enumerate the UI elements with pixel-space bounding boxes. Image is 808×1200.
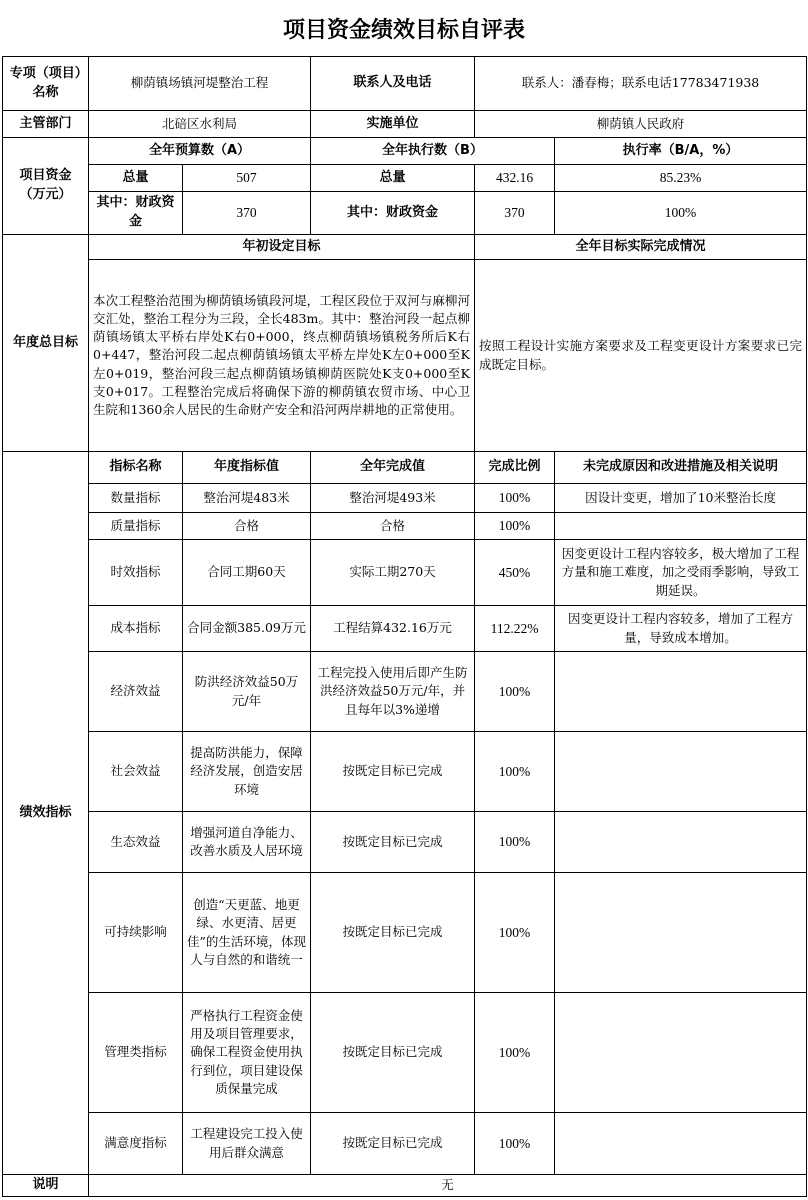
evaluation-table <box>2 56 807 1197</box>
table-row <box>3 1113 807 1175</box>
exec-total: 432.16 <box>475 165 555 192</box>
exec-fiscal-label: 其中：财政资金 <box>311 192 475 235</box>
indicator-actual: 按既定目标已完成 <box>311 732 475 812</box>
indicator-target: 创造“天更蓝、地更绿、水更清、居更佳”的生活环境，体现人与自然的和谐统一 <box>183 873 311 993</box>
indicator-note <box>555 652 807 732</box>
indicator-actual: 合格 <box>311 513 475 540</box>
indicator-note <box>555 1113 807 1175</box>
table-row <box>3 652 807 732</box>
indicator-actual: 按既定目标已完成 <box>311 1113 475 1175</box>
goal-set-text: 本次工程整治范围为柳荫镇场镇段河堤，工程区段位于双河与麻柳河交汇处，整治工程分为三段，全长483m。其中：整治河段一起点柳荫镇场镇太平桥右岸处K右0+000，终点柳荫镇场镇税务所后K右0+447，整治河段二起点柳荫镇场镇太平桥左岸处K左0+000至K左0+019，整治河段三起点柳荫镇场镇柳荫医院处K支0+000至K支0+017。工程整治完成后将确保下游的柳荫镇农贸市场、中心卫生院和1360余人居民的生命财产安全和沿河两岸耕地的正常使用。 <box>89 260 475 452</box>
goal-content-row <box>3 260 807 452</box>
rate-fiscal: 100% <box>555 192 807 235</box>
indicator-note <box>555 993 807 1113</box>
indicator-note <box>555 873 807 993</box>
dept-label: 主管部门 <box>3 111 89 138</box>
indicator-name: 可持续影响 <box>89 873 183 993</box>
exec-fiscal: 370 <box>475 192 555 235</box>
budget-total-label: 总量 <box>89 165 183 192</box>
header-indicator-name: 指标名称 <box>89 452 183 484</box>
goal-header-row <box>3 235 807 260</box>
indicator-target: 合同金额385.09万元 <box>183 606 311 652</box>
goal-set-header: 年初设定目标 <box>89 235 475 260</box>
impl-value: 柳荫镇人民政府 <box>475 111 807 138</box>
budget-header: 全年预算数（A） <box>89 138 311 165</box>
rate-total: 85.23% <box>555 165 807 192</box>
indicator-ratio: 100% <box>475 513 555 540</box>
indicator-target: 整治河堤483米 <box>183 484 311 513</box>
indicator-ratio: 100% <box>475 484 555 513</box>
indicator-ratio: 100% <box>475 873 555 993</box>
indicators-label: 绩效指标 <box>3 452 89 1175</box>
indicator-target: 工程建设完工投入使用后群众满意 <box>183 1113 311 1175</box>
project-name: 柳荫镇场镇河堤整治工程 <box>89 57 311 111</box>
funds-header-row <box>3 138 807 165</box>
indicator-actual: 按既定目标已完成 <box>311 873 475 993</box>
dept-value: 北碚区水利局 <box>89 111 311 138</box>
header-ratio: 完成比例 <box>475 452 555 484</box>
indicator-note <box>555 513 807 540</box>
table-row <box>3 606 807 652</box>
indicator-target: 合格 <box>183 513 311 540</box>
indicator-name: 成本指标 <box>89 606 183 652</box>
indicator-ratio: 450% <box>475 540 555 606</box>
header-target: 年度指标值 <box>183 452 311 484</box>
indicator-target: 防洪经济效益50万元/年 <box>183 652 311 732</box>
dept-row <box>3 111 807 138</box>
rate-header: 执行率（B/A，%） <box>555 138 807 165</box>
indicator-name: 社会效益 <box>89 732 183 812</box>
indicator-actual: 按既定目标已完成 <box>311 812 475 873</box>
indicator-actual: 工程完投入使用后即产生防洪经济效益50万元/年，并且每年以3%递增 <box>311 652 475 732</box>
table-row <box>3 732 807 812</box>
contact-label: 联系人及电话 <box>311 57 475 111</box>
budget-fiscal: 370 <box>183 192 311 235</box>
project-row <box>3 57 807 111</box>
indicator-note <box>555 812 807 873</box>
indicator-name: 质量指标 <box>89 513 183 540</box>
indicator-name: 数量指标 <box>89 484 183 513</box>
indicator-actual: 实际工期270天 <box>311 540 475 606</box>
indicator-name: 满意度指标 <box>89 1113 183 1175</box>
remarks-label: 说明 <box>3 1175 89 1197</box>
indicator-ratio: 100% <box>475 993 555 1113</box>
indicator-note: 因变更设计工程内容较多，增加了工程方量，导致成本增加。 <box>555 606 807 652</box>
indicator-ratio: 100% <box>475 812 555 873</box>
budget-fiscal-label: 其中：财政资金 <box>89 192 183 235</box>
goal-done-text: 按照工程设计实施方案要求及工程变更设计方案要求已完成既定目标。 <box>475 260 807 452</box>
table-row <box>3 513 807 540</box>
indicator-target: 严格执行工程资金使用及项目管理要求，确保工程资金使用执行到位，项目建设保质保量完成 <box>183 993 311 1113</box>
indicators-header-row <box>3 452 807 484</box>
annual-goal-label: 年度总目标 <box>3 235 89 452</box>
indicator-name: 时效指标 <box>89 540 183 606</box>
indicator-actual: 工程结算432.16万元 <box>311 606 475 652</box>
funds-label: 项目资金（万元） <box>3 138 89 235</box>
funds-total-row <box>3 165 807 192</box>
exec-total-label: 总量 <box>311 165 475 192</box>
indicator-note: 因设计变更，增加了10米整治长度 <box>555 484 807 513</box>
indicator-target: 提高防洪能力，保障经济发展，创造安居环境 <box>183 732 311 812</box>
indicator-ratio: 100% <box>475 1113 555 1175</box>
indicator-target: 合同工期60天 <box>183 540 311 606</box>
indicator-ratio: 100% <box>475 652 555 732</box>
indicator-note: 因变更设计工程内容较多，极大增加了工程方量和施工难度，加之受雨季影响，导致工期延误。 <box>555 540 807 606</box>
header-actual: 全年完成值 <box>311 452 475 484</box>
contact-value: 联系人：潘春梅；联系电话17783471938 <box>475 57 807 111</box>
indicator-actual: 整治河堤493米 <box>311 484 475 513</box>
indicator-note <box>555 732 807 812</box>
table-row <box>3 873 807 993</box>
indicator-actual: 按既定目标已完成 <box>311 993 475 1113</box>
impl-label: 实施单位 <box>311 111 475 138</box>
exec-header: 全年执行数（B） <box>311 138 555 165</box>
indicator-ratio: 100% <box>475 732 555 812</box>
page-title: 项目资金绩效目标自评表 <box>282 17 525 43</box>
indicator-ratio: 112.22% <box>475 606 555 652</box>
table-row <box>3 993 807 1113</box>
table-row <box>3 484 807 513</box>
indicator-name: 管理类指标 <box>89 993 183 1113</box>
header-note: 未完成原因和改进措施及相关说明 <box>555 452 807 484</box>
remarks-value: 无 <box>89 1175 807 1197</box>
project-name-label: 专项（项目）名称 <box>3 57 89 111</box>
goal-done-header: 全年目标实际完成情况 <box>475 235 807 260</box>
indicator-name: 生态效益 <box>89 812 183 873</box>
indicator-name: 经济效益 <box>89 652 183 732</box>
funds-fiscal-row <box>3 192 807 235</box>
budget-total: 507 <box>183 165 311 192</box>
table-row <box>3 540 807 606</box>
indicator-target: 增强河道自净能力、改善水质及人居环境 <box>183 812 311 873</box>
remarks-row <box>3 1175 807 1197</box>
table-row <box>3 812 807 873</box>
